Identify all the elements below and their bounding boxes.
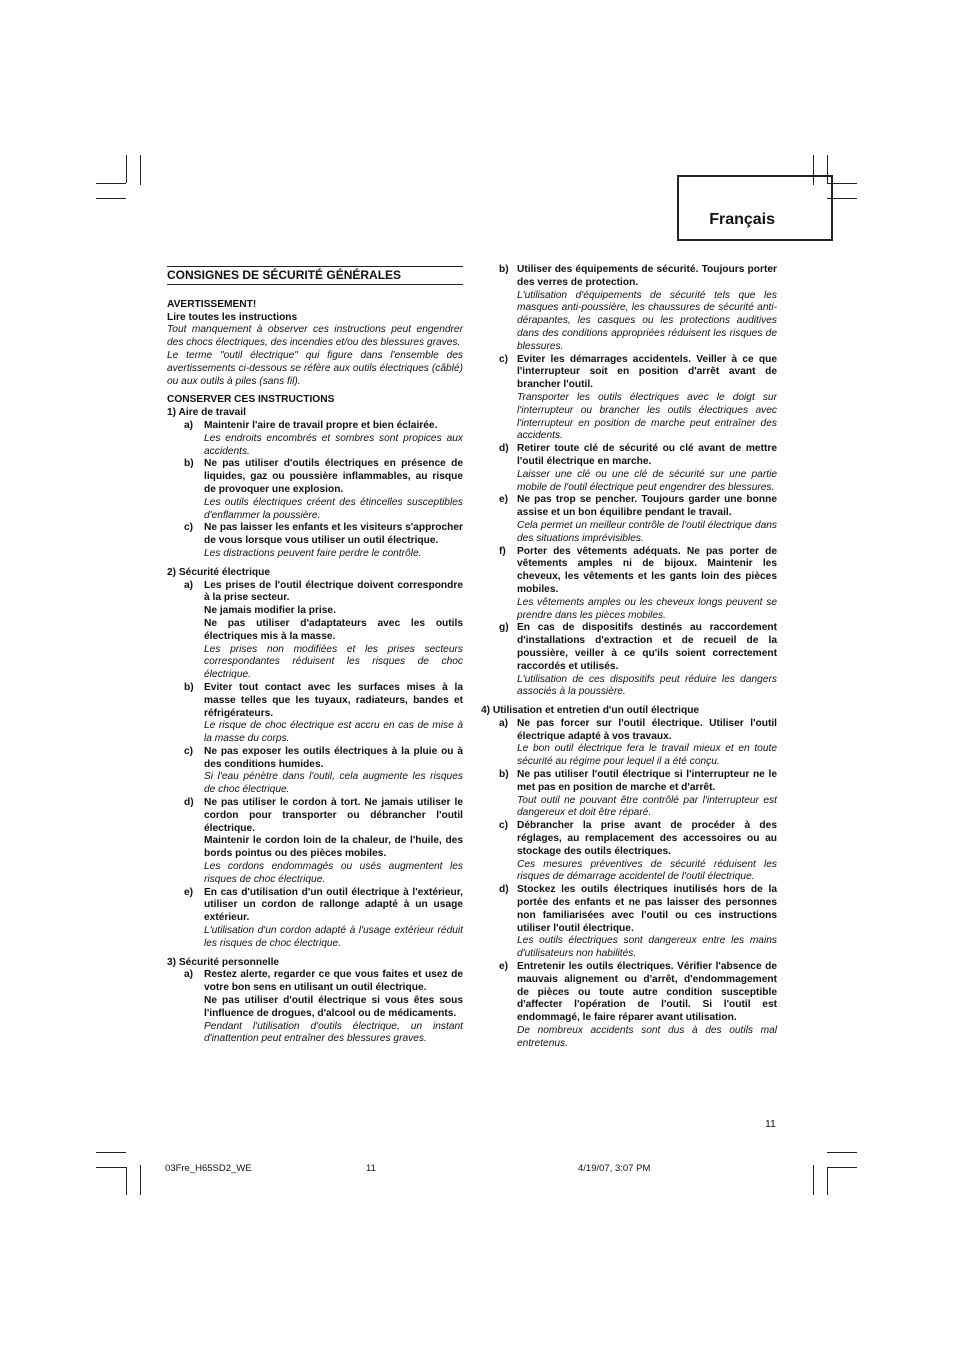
language-tab [677, 175, 833, 241]
list-item: b) Utiliser des équipements de sécurité. Toujours porter des verres de protection. L'utilisation d'équipements de sécurité tels que les masques anti-poussière, les chaussures de sécurité anti-dérapantes, les casques ou les protections auditives dans des conditions appropriées réduisent les risques de blessures. [499, 264, 777, 352]
crop-mark [827, 1167, 828, 1195]
intro-text: Tout manquement à observer ces instructions peut engendrer des chocs électriques, des incendies et/ou des blessures graves. [167, 324, 463, 349]
page-number: 11 [765, 1118, 776, 1130]
list-item: a) Les prises de l'outil électrique doivent correspondre à la prise secteur. Ne jamais modifier la prise. Ne pas utiliser d'adaptateurs avec les outils électriques mis à la masse. Les prises non modifiées et les prises secteurs correspondantes réduisent les risques de choc électrique. [184, 579, 463, 681]
crop-mark [96, 1152, 126, 1153]
list-item: b) Eviter tout contact avec les surfaces mises à la masse telles que les tuyaux, radiateurs, bandes et réfrigérateurs. Le risque de choc électrique est accru en cas de mise à la masse du corps. [184, 681, 463, 745]
list-item: c) Eviter les démarrages accidentels. Veiller à ce que l'interrupteur soit en position d'arrêt avant de brancher l'outil. Transporter les outils électriques avec le doigt sur l'interrupteur ou brancher les outils électriques avec l'interrupteur en position de marche peut entraîner des accidents. [499, 353, 777, 442]
left-column [167, 266, 463, 1046]
list-item: a) Ne pas forcer sur l'outil électrique. Utiliser l'outil électrique adapté à vos travaux. Le bon outil électrique fera le travail mieux et en toute sécurité au régime pour lequel il a été conçu. [499, 717, 777, 768]
list-item: f) Porter des vêtements adéquats. Ne pas porter de vêtements amples ni de bijoux. Maintenir les cheveux, les vêtements et les gants loin des pièces mobiles. Les vêtements amples ou les cheveux longs peuvent se prendre dans les pièces mobiles. [499, 545, 777, 621]
crop-mark [827, 1152, 857, 1153]
list-item: e) Entretenir les outils électriques. Vérifier l'absence de mauvais alignement ou d'arrêt, d'endommagement de pièces ou toute autre condition susceptible d'affecter l'opération de l'outil. Si l'outil est endommagé, le faire réparer avant utilisation. De nombreux accidents sont dus à des outils mal entretenus. [499, 961, 777, 1049]
crop-mark [827, 1167, 857, 1168]
list-item: g) En cas de dispositifs destinés au raccordement d'installations d'extraction et de recueil de la poussière, veiller à ce qu'ils soient correctement raccordés et utilisés. L'utilisation de ces dispositifs peut réduire les dangers associés à la poussière. [499, 622, 777, 698]
list-item: d) Retirer toute clé de sécurité ou clé avant de mettre l'outil électrique en marche. Laisser une clé ou une clé de sécurité sur une partie mobile de l'outil électrique peut engendrer des blessures. [499, 443, 777, 493]
crop-mark [813, 1165, 814, 1195]
list-item: e) Ne pas trop se pencher. Toujours garder une bonne assise et un bon équilibre pendant le travail. Cela permet un meilleur contrôle de l'outil électrique dans des situations imprévisibles. [499, 494, 777, 544]
list-item: d) Ne pas utiliser le cordon à tort. Ne jamais utiliser le cordon pour transporter ou débrancher l'outil électrique. Maintenir le cordon loin de la chaleur, de l'huile, des bords pointus ou des pièces mobiles. Les cordons endommagés ou usés augmentent les risques de choc électrique. [184, 797, 463, 885]
list-item: b) Ne pas utiliser l'outil électrique si l'interrupteur ne le met pas en position de marche et d'arrêt. Tout outil ne pouvant être contrôlé par l'interrupteur est dangereux et doit être réparé. [499, 769, 777, 819]
crop-mark [140, 155, 141, 185]
list-item: c) Ne pas laisser les enfants et les visiteurs s'approcher de vous lorsque vous utiliser un outil électrique. Les distractions peuvent faire perdre le contrôle. [184, 522, 463, 559]
list-item: c) Ne pas exposer les outils électriques à la pluie ou à des conditions humides. Si l'eau pénètre dans l'outil, cela augmente les risques de choc électrique. [184, 745, 463, 796]
section-heading: CONSIGNES DE SÉCURITÉ GÉNÉRALES [167, 266, 463, 285]
list-item: b) Ne pas utiliser d'outils électriques en présence de liquides, gaz ou poussière inflammables, au risque de provoquer une explosion. Les outils électriques créent des étincelles susceptibles d'enflammer la poussière. [184, 458, 463, 521]
subsection-title: 1) Aire de travail [167, 407, 246, 419]
footer-filename: 03Fre_H65SD2_WE [165, 1163, 252, 1174]
crop-mark [96, 1167, 126, 1168]
crop-mark [96, 183, 126, 184]
crop-mark [126, 155, 127, 183]
list-item: d) Stockez les outils électriques inutilisés hors de la portée des enfants et ne pas laisser des personnes non familiarisées avec l'outil ou ces instructions utiliser l'outil électrique. Les outils électriques sont dangereux entre les mains d'utilisateurs non habilités. [499, 884, 777, 960]
crop-mark [140, 1165, 141, 1195]
right-column [481, 264, 777, 1051]
language-label: Français [709, 211, 775, 228]
subsection-title: 3) Sécurité personnelle [167, 956, 280, 968]
footer-timestamp: 4/19/07, 3:07 PM [578, 1163, 651, 1174]
subsection-title: 4) Utilisation et entretien d'un outil électrique [481, 705, 700, 717]
subsection-title: 2) Sécurité électrique [167, 566, 271, 578]
crop-mark [96, 198, 126, 199]
save-instructions: CONSERVER CES INSTRUCTIONS [167, 394, 335, 406]
list-item: c) Débrancher la prise avant de procéder à des réglages, au remplacement des accessoires ou au stockage des outils électriques. Ces mesures préventives de sécurité réduisent les risques de démarrage accidentel de l'outil électrique. [499, 820, 777, 883]
list-item: a) Restez alerte, regarder ce que vous faites et usez de votre bon sens en utilisant un outil électrique. Ne pas utiliser d'outil électrique si vous êtes sous l'influence de drogues, d'alcool ou de médicaments. Pendant l'utilisation d'outils électrique, un instant d'inattention peut entraîner des blessures graves. [184, 969, 463, 1045]
warning-title: AVERTISSEMENT! [167, 298, 257, 310]
list-item: e) En cas d'utilisation d'un outil électrique à l'extérieur, utiliser un cordon de rallonge adapté à un usage extérieur. L'utilisation d'un cordon adapté à l'usage extérieur réduit les risques de choc électrique. [184, 886, 463, 949]
footer-page: 11 [366, 1163, 376, 1174]
crop-mark [126, 1167, 127, 1195]
intro-text: Le terme "outil électrique" qui figure dans l'ensemble des avertissements ci-dessous se réfère aux outils électriques (câblé) ou aux outils à piles (sans fil). [167, 349, 463, 387]
list-item: a) Maintenir l'aire de travail propre et bien éclairée. Les endroits encombrés et sombres sont propices aux accidents. [184, 419, 463, 457]
read-all-instructions: Lire toutes les instructions [167, 311, 298, 323]
